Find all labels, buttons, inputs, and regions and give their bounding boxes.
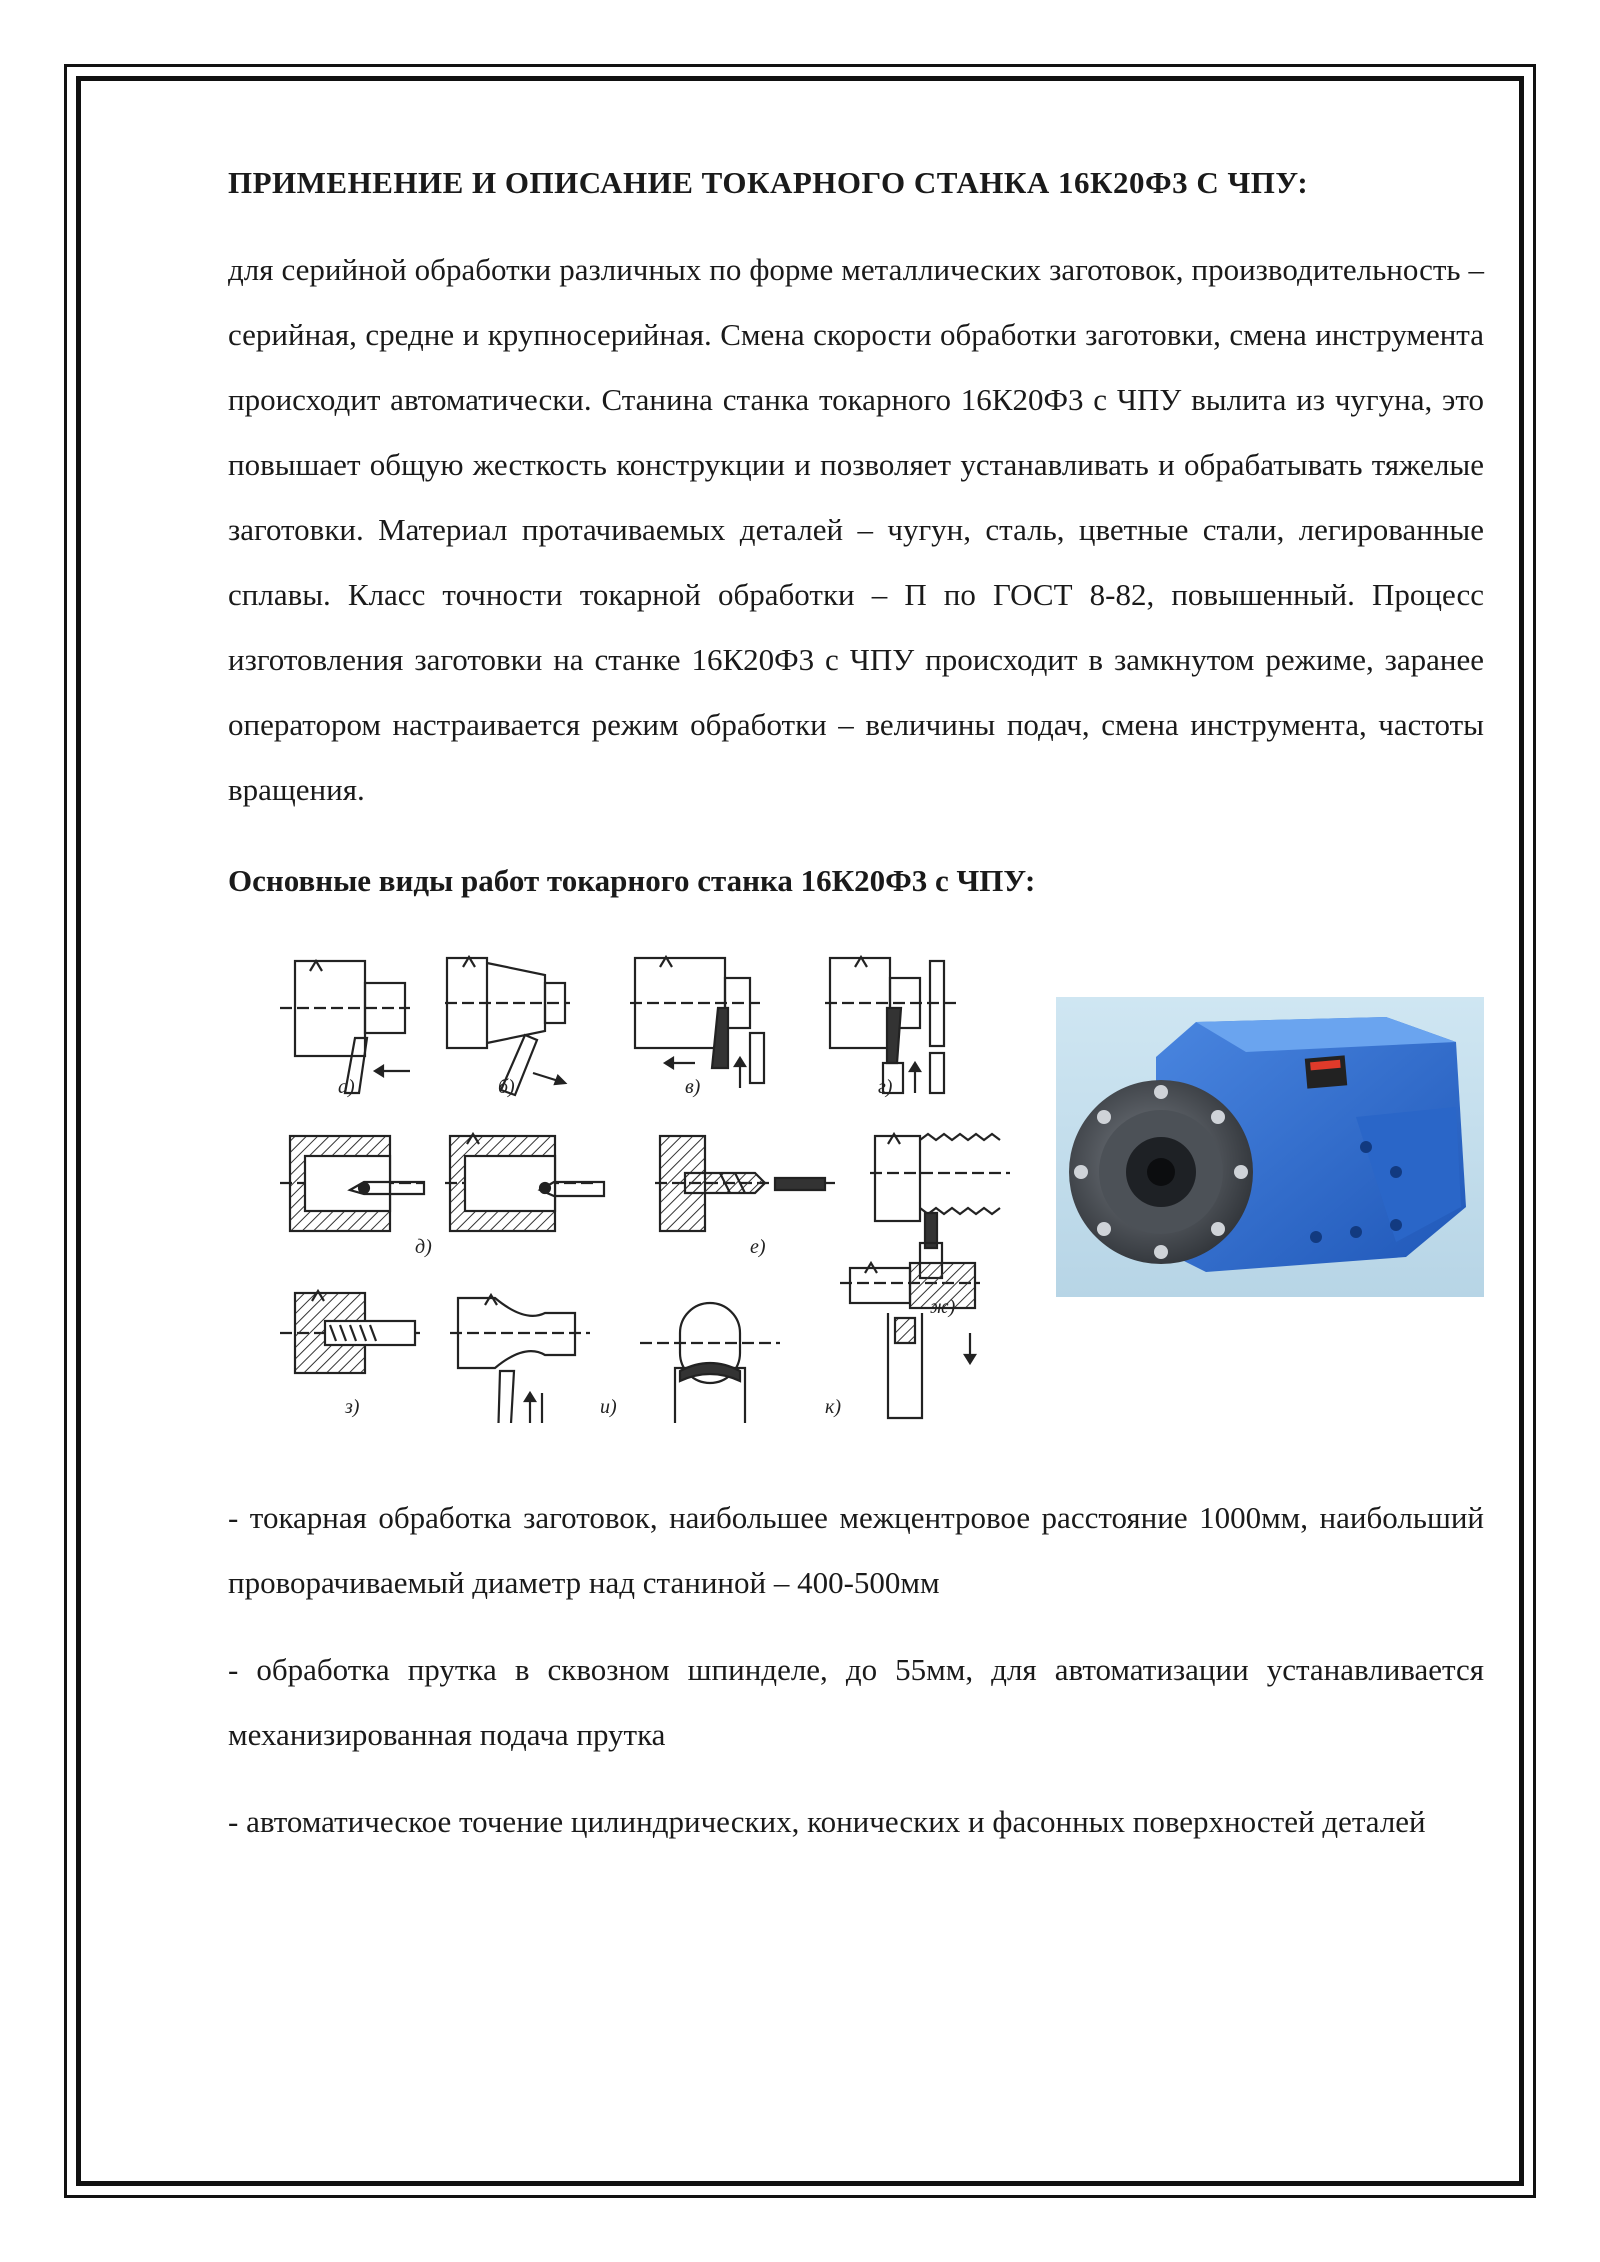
operation-g-drawing xyxy=(655,1136,835,1231)
operation-d-drawing xyxy=(825,957,960,1093)
diagram-label-h: з) xyxy=(345,1396,360,1418)
operation-j-drawing xyxy=(450,1295,590,1423)
turret-head-photo xyxy=(1056,997,1484,1297)
section-subheading: Основные виды работ токарного станка 16К20Ф3 с ЧПУ: xyxy=(228,863,1036,898)
document-body xyxy=(228,150,1484,1854)
operation-k-drawing xyxy=(640,1303,780,1423)
operation-l-drawing xyxy=(840,1263,980,1418)
bullet-item-2: - обработка прутка в сквозном шпинделе, до 55мм, для автоматизации устанавливается механизированная подача прутка xyxy=(228,1652,1484,1752)
turning-operations-diagram xyxy=(280,953,1020,1423)
diagram-label-f: е) xyxy=(750,1236,766,1258)
diagram-label-d: г) xyxy=(878,1076,893,1098)
operation-e-drawing xyxy=(280,1136,425,1231)
operation-h-drawing xyxy=(870,1134,1010,1278)
diagram-label-a: а) xyxy=(338,1076,355,1098)
figures-row xyxy=(228,953,1484,1463)
diagram-label-e: д) xyxy=(415,1236,432,1258)
bullet-item-1: - токарная обработка заготовок, наибольшее межцентровое расстояние 1000мм, наибольший проворачиваемый диаметр над станиной – 400-500мм xyxy=(228,1500,1484,1600)
page-heading: ПРИМЕНЕНИЕ И ОПИСАНИЕ ТОКАРНОГО СТАНКА 16К20Ф3 С ЧПУ: xyxy=(228,165,1309,200)
operation-i-drawing xyxy=(280,1291,420,1373)
bullet-item-3: - автоматическое точение цилиндрических, конических и фасонных поверхностей деталей xyxy=(228,1804,1426,1839)
diagram-label-b: б) xyxy=(498,1076,515,1098)
diagram-label-j: к) xyxy=(825,1396,842,1418)
operation-f-drawing xyxy=(445,1134,604,1231)
operation-a-drawing xyxy=(280,961,410,1093)
operation-c-drawing xyxy=(630,957,764,1088)
intro-paragraph: для серийной обработки различных по форме металлических заготовок, производительность – серийная, средне и крупносерийная. Смена скорости обработки заготовки, смена инструмента происходит автоматически. Станина станка токарного 16К20Ф3 с ЧПУ вылита из чугуна, это повышает общую жесткость конструкции и позволяет устанавливать и обрабатывать тяжелые заготовки. Материал протачиваемых деталей – чугун, сталь, цветные стали, легированные сплавы. Класс точности токарной обработки – П по ГОСТ 8-82, повышенный. Процесс изготовления заготовки на станке 16К20Ф3 с ЧПУ происходит в замкнутом режиме, заранее оператором настраивается режим обработки – величины подач, смена инструмента, частоты вращения. xyxy=(228,252,1484,807)
diagram-label-c: в) xyxy=(685,1076,701,1098)
operation-b-drawing xyxy=(445,957,570,1095)
diagram-label-i: и) xyxy=(600,1396,617,1418)
diagram-label-g: ж) xyxy=(930,1296,956,1318)
